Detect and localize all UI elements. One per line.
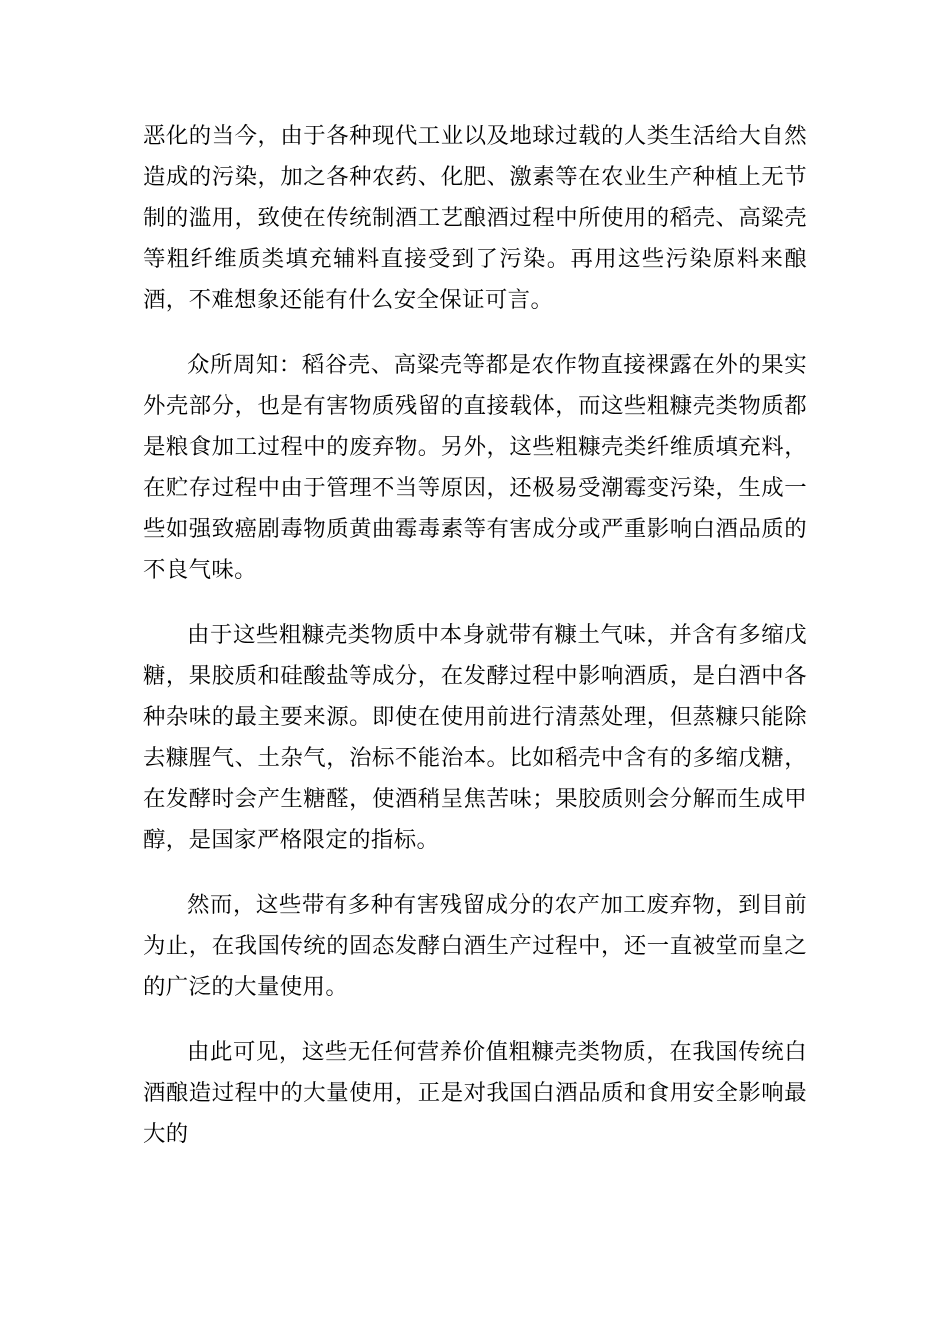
- paragraph-4: 然而，这些带有多种有害残留成分的农产加工废弃物，到目前为止，在我国传统的固态发酵白酒生产过程中，还一直被堂而皇之的广泛的大量使用。: [143, 892, 807, 1000]
- paragraph-1: 恶化的当今，由于各种现代工业以及地球过载的人类生活给大自然造成的污染，加之各种农药、化肥、激素等在农业生产种植上无节制的滥用，致使在传统制酒工艺酿酒过程中所使用的稻壳、高粱壳等粗纤维质类填充辅料直接受到了污染。再用这些污染原料来酿酒，不难想象还能有什么安全保证可言。: [143, 123, 807, 313]
- paragraph-5: 由此可见，这些无任何营养价值粗糠壳类物质，在我国传统白酒酿造过程中的大量使用，正是对我国白酒品质和食用安全影响最大的: [143, 1039, 807, 1147]
- document-page: [143, 116, 807, 1179]
- paragraph-3: 由于这些粗糠壳类物质中本身就带有糠土气味，并含有多缩戊糖，果胶质和硅酸盐等成分，在发酵过程中影响酒质，是白酒中各种杂味的最主要来源。即使在使用前进行清蒸处理，但蒸糠只能除去糠腥气、土杂气，治标不能治本。比如稻壳中含有的多缩戊糖，在发酵时会产生糖醛，使酒稍呈焦苦味；果胶质则会分解而生成甲醇，是国家严格限定的指标。: [143, 622, 807, 853]
- paragraph-2: 众所周知：稻谷壳、高粱壳等都是农作物直接裸露在外的果实外壳部分，也是有害物质残留的直接载体，而这些粗糠壳类物质都是粮食加工过程中的废弃物。另外，这些粗糠壳类纤维质填充料，在贮存过程中由于管理不当等原因，还极易受潮霉变污染，生成一些如强致癌剧毒物质黄曲霉毒素等有害成分或严重影响白酒品质的不良气味。: [143, 352, 807, 583]
